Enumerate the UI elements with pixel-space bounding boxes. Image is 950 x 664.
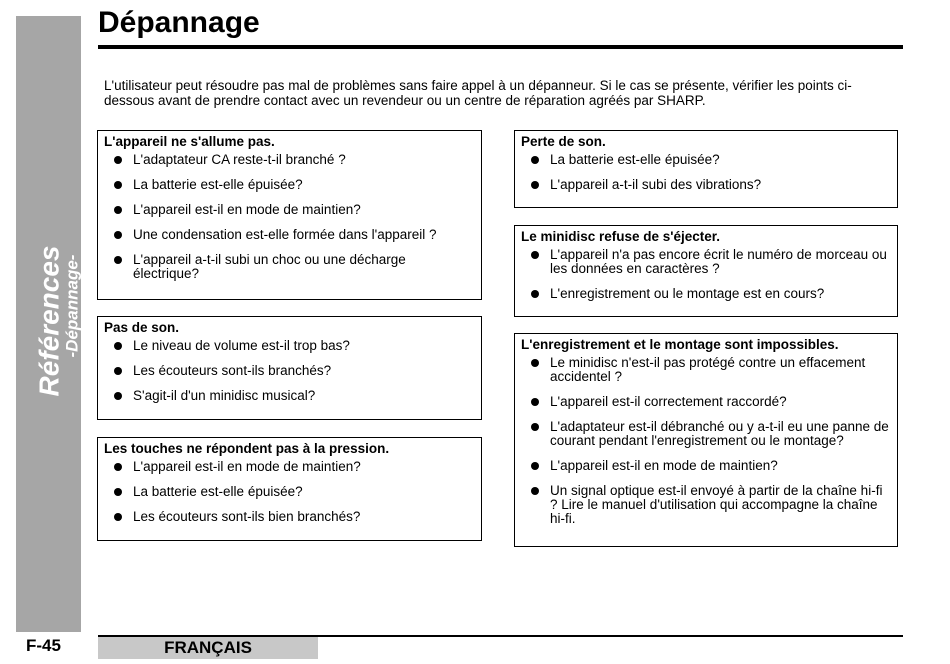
list-item: Les écouteurs sont-ils bien branchés? [104, 510, 475, 524]
list-item: La batterie est-elle épuisée? [521, 153, 891, 167]
list-item: L'appareil n'a pas encore écrit le numéro de morceau ou les données en caractères ? [521, 248, 891, 276]
list-item: L'appareil a-t-il subi un choc ou une décharge électrique? [104, 253, 475, 281]
item-list [104, 460, 475, 524]
list-item: L'appareil est-il en mode de maintien? [521, 459, 891, 473]
bullet-icon [114, 181, 122, 189]
bullet-icon [114, 342, 122, 350]
list-item: Le niveau de volume est-il trop bas? [104, 339, 475, 353]
item-list [104, 153, 475, 281]
bullet-icon [531, 398, 539, 406]
bullet-icon [114, 231, 122, 239]
list-item: L'adaptateur CA reste-t-il branché ? [104, 153, 475, 167]
bullet-icon [531, 462, 539, 470]
bullet-icon [114, 206, 122, 214]
bullet-icon [114, 367, 122, 375]
bullet-icon [531, 181, 539, 189]
list-item: La batterie est-elle épuisée? [104, 485, 475, 499]
bullet-icon [531, 156, 539, 164]
list-item: Le minidisc n'est-il pas protégé contre un effacement accidentel ? [521, 356, 891, 384]
section-title: L'enregistrement et le montage sont impossibles. [521, 337, 839, 352]
list-item: L'appareil est-il correctement raccordé? [521, 395, 891, 409]
section-box-keys-unresponsive [97, 437, 482, 541]
bullet-icon [531, 251, 539, 259]
language-tab [98, 637, 318, 659]
item-list [521, 356, 891, 526]
list-item: L'appareil est-il en mode de maintien? [104, 203, 475, 217]
list-item: Une condensation est-elle formée dans l'appareil ? [104, 228, 475, 242]
bullet-icon [531, 423, 539, 431]
list-item: L'enregistrement ou le montage est en cours? [521, 287, 891, 301]
list-item: L'appareil a-t-il subi des vibrations? [521, 178, 891, 192]
list-item: La batterie est-elle épuisée? [104, 178, 475, 192]
section-box-disc-eject [514, 225, 898, 317]
item-list [521, 153, 891, 192]
bullet-icon [114, 463, 122, 471]
intro-paragraph: L'utilisateur peut résoudre pas mal de problèmes sans faire appel à un dépanneur. Si le cas se présente, vérifier les points ci-dessous avant de prendre contact avec un revendeur ou un centre de réparation agréés par SHARP. [104, 78, 852, 108]
bullet-icon [114, 392, 122, 400]
list-item: Un signal optique est-il envoyé à partir de la chaîne hi-fi ? Lire le manuel d'utilisation qui accompagne la chaîne hi-fi. [521, 484, 891, 526]
section-title: Pas de son. [104, 320, 180, 335]
section-title: L'appareil ne s'allume pas. [104, 134, 275, 149]
sidebar-label [33, 245, 82, 397]
bullet-icon [114, 156, 122, 164]
section-title: Perte de son. [521, 134, 606, 149]
title-divider [98, 45, 903, 49]
sidebar-subsection-title: -Dépannage- [62, 254, 82, 358]
section-title: Le minidisc refuse de s'éjecter. [521, 229, 721, 244]
page-title: Dépannage [98, 6, 260, 39]
bullet-icon [114, 488, 122, 496]
list-item: S'agit-il d'un minidisc musical? [104, 389, 475, 403]
list-item: L'appareil est-il en mode de maintien? [104, 460, 475, 474]
language-label: FRANÇAIS [164, 638, 252, 657]
list-item: L'adaptateur est-il débranché ou y a-t-il eu une panne de courant pendant l'enregistrement ou le montage? [521, 420, 891, 448]
bullet-icon [531, 487, 539, 495]
bullet-icon [114, 513, 122, 521]
item-list [104, 339, 475, 403]
section-box-record-edit [514, 333, 898, 547]
section-box-no-power [97, 130, 482, 300]
section-box-no-sound [97, 316, 482, 420]
section-box-sound-loss [514, 130, 898, 208]
sidebar-section-title: Références [33, 245, 65, 397]
bullet-icon [531, 359, 539, 367]
bullet-icon [114, 256, 122, 264]
section-title: Les touches ne répondent pas à la pression. [104, 441, 390, 456]
bullet-icon [531, 290, 539, 298]
item-list [521, 248, 891, 301]
list-item: Les écouteurs sont-ils branchés? [104, 364, 475, 378]
page-number: F-45 [26, 636, 61, 655]
